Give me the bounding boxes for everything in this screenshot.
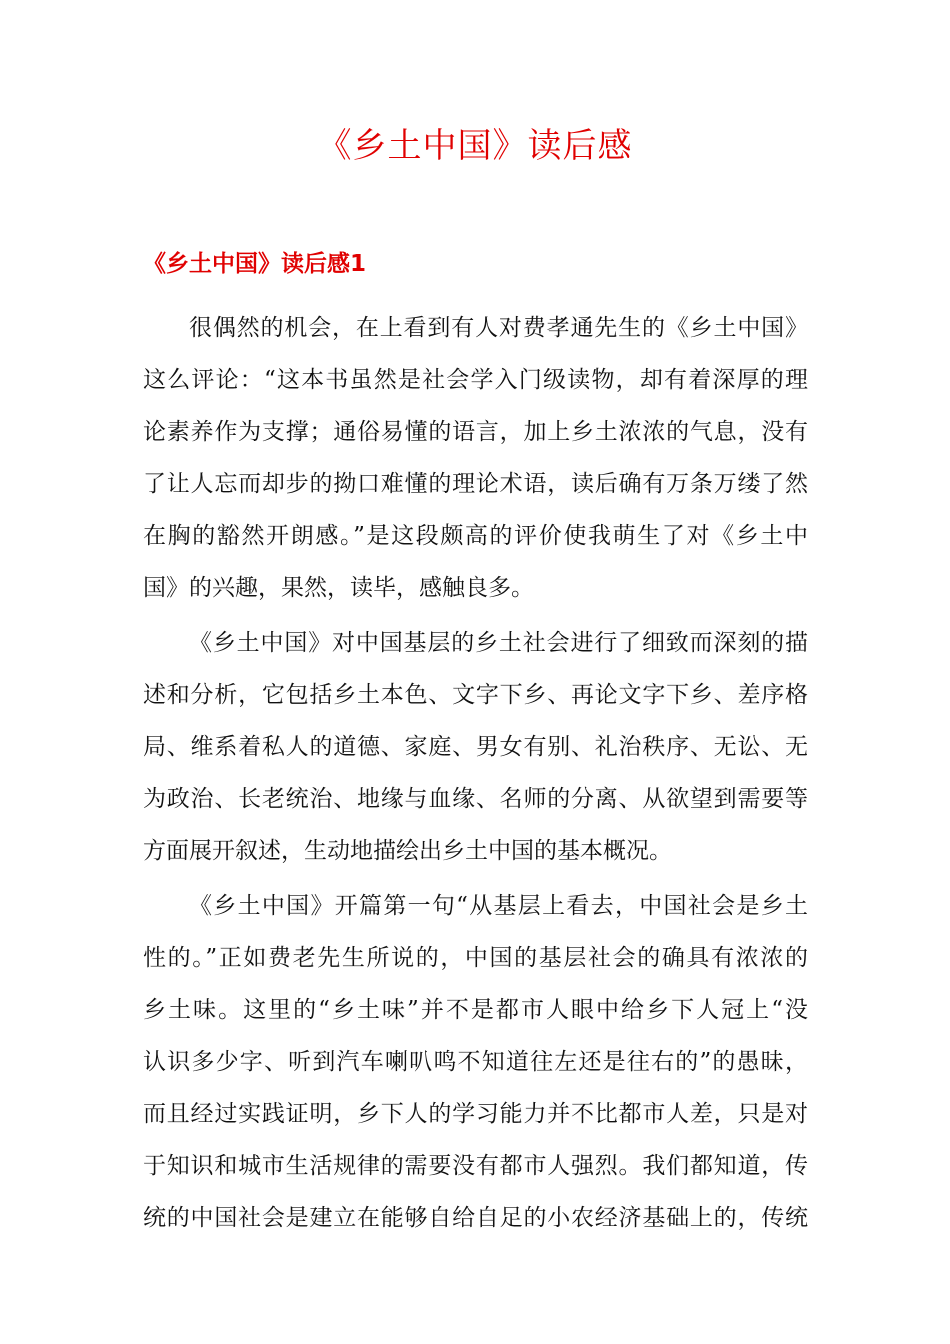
paragraph-line: 《乡土中国》对中国基层的乡土社会进行了细致而深刻的描 — [189, 630, 808, 656]
paragraph-line: 乡土味。这里的“乡土味”并不是都市人眼中给乡下人冠上“没 — [143, 997, 808, 1023]
paragraph-1 — [143, 302, 808, 614]
paragraph-line: 论素养作为支撑；通俗易懂的语言，加上乡土浓浓的气息，没有 — [143, 419, 808, 445]
paragraph-line: 这么评论：“这本书虽然是社会学入门级读物，却有着深厚的理 — [143, 367, 808, 393]
document-title: 《乡土中国》读后感 — [317, 126, 633, 166]
paragraph-line: 统的中国社会是建立在能够自给自足的小农经济基础上的，传统 — [143, 1205, 808, 1231]
paragraph-line: 《乡土中国》开篇第一句“从基层上看去，中国社会是乡土 — [189, 893, 808, 919]
paragraph-line: 认识多少字、听到汽车喇叭鸣不知道往左还是往右的”的愚昧， — [143, 1049, 808, 1075]
paragraph-3 — [143, 880, 808, 1244]
paragraph-line: 了让人忘而却步的拗口难懂的理论术语，读后确有万条万缕了然 — [143, 471, 808, 497]
paragraph-line: 国》的兴趣，果然，读毕，感触良多。 — [143, 575, 534, 601]
paragraph-line: 局、维系着私人的道德、家庭、男女有别、礼治秩序、无讼、无 — [143, 734, 808, 760]
section-heading: 《乡土中国》读后感1 — [143, 251, 367, 277]
paragraph-line: 在胸的豁然开朗感。”是这段颇高的评价使我萌生了对《乡土中 — [143, 523, 808, 549]
paragraph-line: 性的。”正如费老先生所说的，中国的基层社会的确具有浓浓的 — [143, 945, 808, 971]
paragraph-line: 于知识和城市生活规律的需要没有都市人强烈。我们都知道，传 — [143, 1153, 808, 1179]
paragraph-line: 很偶然的机会，在上看到有人对费孝通先生的《乡土中国》 — [189, 315, 808, 341]
paragraph-line: 方面展开叙述，生动地描绘出乡土中国的基本概况。 — [143, 838, 672, 864]
paragraph-line: 述和分析，它包括乡土本色、文字下乡、再论文字下乡、差序格 — [143, 682, 808, 708]
paragraph-2 — [143, 617, 808, 877]
paragraph-line: 为政治、长老统治、地缘与血缘、名师的分离、从欲望到需要等 — [143, 786, 808, 812]
paragraph-line: 而且经过实践证明，乡下人的学习能力并不比都市人差，只是对 — [143, 1101, 808, 1127]
